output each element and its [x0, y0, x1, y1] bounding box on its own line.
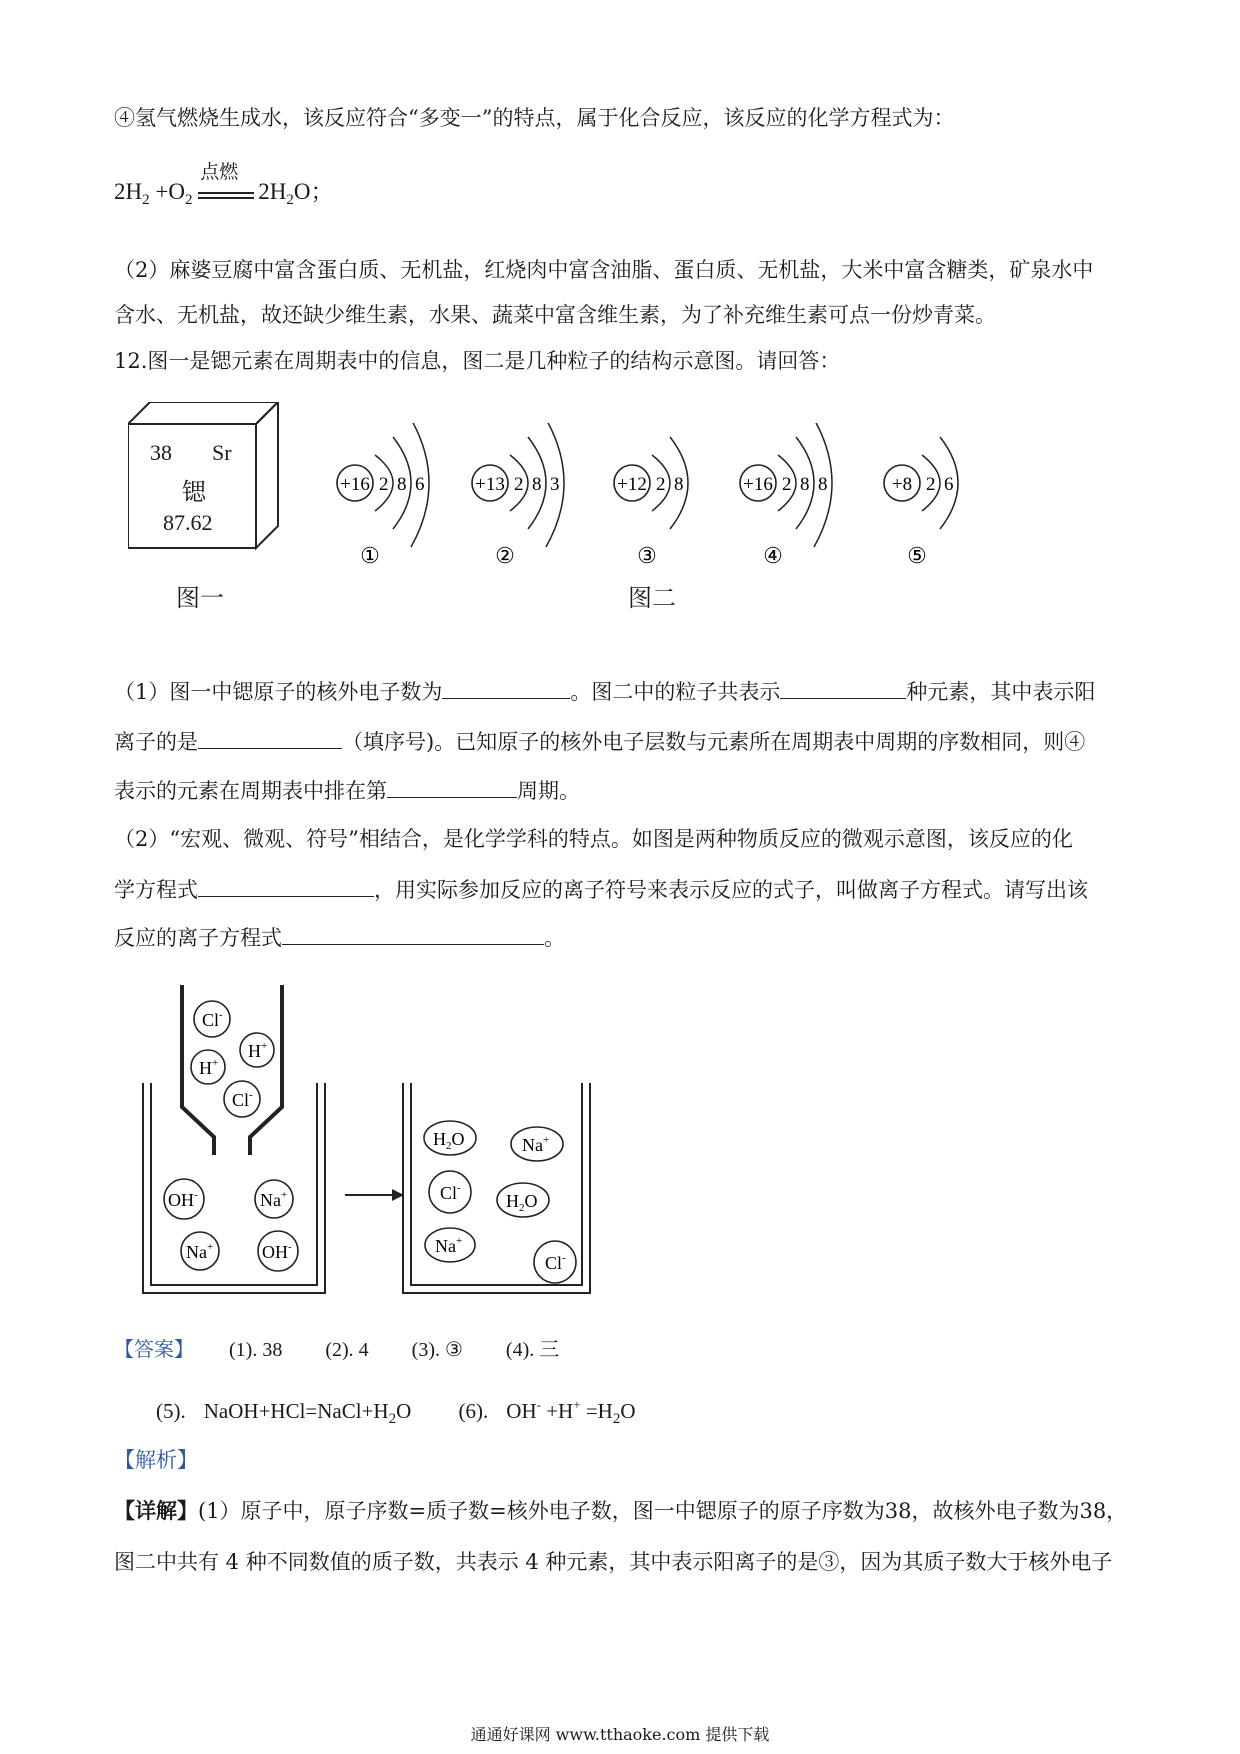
electron-count: 2	[379, 474, 389, 495]
answer-blank[interactable]	[442, 676, 570, 699]
svg-text:H+: H+	[199, 1057, 219, 1078]
ion	[194, 1001, 230, 1037]
ion	[425, 1228, 475, 1262]
electron-count: 6	[415, 474, 425, 495]
page-footer: 通通好课网 www.tthaoke.com 提供下载	[470, 1725, 770, 1744]
element-symbol: Sr	[212, 440, 232, 465]
svg-text:Cl-: Cl-	[440, 1182, 461, 1203]
ion	[255, 1180, 293, 1218]
nucleus-charge: +12	[617, 474, 647, 495]
particle-diagram	[325, 423, 455, 577]
electron-count: 2	[656, 474, 666, 495]
electron-count: 6	[944, 474, 954, 495]
text-line: ④氢气燃烧生成水，该反应符合“多变一”的特点，属于化合反应，该反应的化学方程式为：	[114, 106, 955, 130]
text-line: 含水、无机盐，故还缺少维生素，水果、蔬菜中富含维生素，为了补充维生素可点一份炒青菜。	[114, 303, 996, 327]
answer-blank[interactable]	[387, 775, 517, 798]
nucleus-charge: +16	[743, 474, 773, 495]
answer-blank[interactable]	[198, 726, 342, 749]
question-text: 反应的离子方程式 。	[114, 922, 565, 952]
svg-text:Na+: Na+	[435, 1235, 463, 1256]
answer-blank[interactable]	[198, 874, 374, 897]
element-number: 38	[150, 440, 172, 465]
ion	[424, 1121, 476, 1155]
electron-count: 8	[674, 474, 684, 495]
electron-count: 8	[818, 474, 828, 495]
electron-count: 2	[926, 474, 936, 495]
electron-count: 8	[397, 474, 407, 495]
text-line: （2）麻婆豆腐中富含蛋白质、无机盐，红烧肉中富含油脂、蛋白质、无机盐，大米中富含糖类，矿泉水中	[114, 258, 1094, 282]
ion	[497, 1183, 549, 1217]
nucleus-charge: +16	[340, 474, 370, 495]
question-text: 表示的元素在周期表中排在第 周期。	[114, 775, 580, 805]
answer-blank[interactable]	[780, 676, 906, 699]
svg-text:Cl-: Cl-	[545, 1252, 566, 1273]
particle-diagram	[728, 423, 858, 577]
svg-text:Na+: Na+	[186, 1241, 214, 1262]
ion	[191, 1050, 225, 1084]
particle-number: ⑤	[907, 543, 927, 568]
question-text: （1）图一中锶原子的核外电子数为 。图二中的粒子共表示 种元素，其中表示阳	[114, 676, 1095, 706]
particle-diagram	[460, 423, 590, 577]
analysis-text: 【详解】(1）原子中，原子序数=质子数=核外电子数，图一中锶原子的原子序数为38，故核外电子数为38，	[114, 1498, 1128, 1523]
ion	[164, 1179, 204, 1219]
answer-line: 【答案】 (1). 38 (2). 4 (3). ③ (4). 三	[114, 1337, 560, 1361]
ion	[240, 1033, 274, 1067]
question-text: 离子的是 （填序号)。已知原子的核外电子层数与元素所在周期表中周期的序数相同，则④	[114, 726, 1085, 756]
electron-count: 3	[550, 474, 560, 495]
ion	[511, 1127, 563, 1161]
figure-label: 图一	[176, 584, 224, 612]
particle-diagram	[602, 423, 732, 577]
nucleus-charge: +13	[475, 474, 505, 495]
svg-text:H+: H+	[248, 1040, 268, 1061]
answer-tag: 【答案】	[114, 1337, 194, 1361]
element-name: 锶	[182, 478, 206, 506]
element-mass: 87.62	[163, 510, 213, 535]
svg-text:Na+: Na+	[522, 1134, 550, 1155]
svg-text:OH-: OH-	[262, 1241, 292, 1262]
ion	[534, 1241, 576, 1283]
chemical-equation: $2H_2 +O_2$ 点燃 $2H_2O$；	[114, 160, 334, 208]
electron-count: 2	[782, 474, 792, 495]
svg-text:OH-: OH-	[168, 1189, 198, 1210]
ion	[258, 1231, 298, 1271]
figure-label: 图二	[628, 584, 676, 612]
reaction-diagram	[120, 985, 620, 1305]
reaction-condition: 点燃	[198, 184, 258, 204]
particle-number: ③	[637, 543, 657, 568]
question-text: 学方程式 ，用实际参加反应的离子符号来表示反应的式子，叫做离子方程式。请写出该	[114, 874, 1088, 904]
ion	[429, 1171, 471, 1213]
answer-blank[interactable]	[282, 922, 544, 945]
analysis-text: 图二中共有 4 种不同数值的质子数，共表示 4 种元素，其中表示阳离子的是③，因为其质子数大于核外电子	[114, 1550, 1113, 1574]
ion	[181, 1232, 219, 1270]
particle-number: ④	[763, 543, 783, 568]
question-stem: 12.图一是锶元素在周期表中的信息，图二是几种粒子的结构示意图。请回答：	[114, 349, 841, 373]
svg-text:Cl-: Cl-	[202, 1009, 223, 1030]
answer-line: (5). $NaOH+HCl=NaCl+H_2O$ (6). $OH^- +H^+ =H_2O$	[156, 1397, 636, 1427]
particle-number: ②	[495, 543, 515, 568]
svg-text:H2O: $H_2O$	[433, 1129, 465, 1152]
particle-number: ①	[360, 543, 380, 568]
particle-diagram	[872, 423, 1002, 577]
ion	[224, 1081, 260, 1117]
nucleus-charge: +8	[891, 474, 913, 495]
electron-count: 2	[514, 474, 524, 495]
analysis-tag: 【解析】	[114, 1448, 198, 1472]
question-text: （2）“宏观、微观、符号”相结合，是化学学科的特点。如图是两种物质反应的微观示意图，该反应的化	[114, 827, 1073, 851]
electron-count: 8	[800, 474, 810, 495]
svg-text:H2O: $H_2O$	[506, 1191, 538, 1214]
svg-text:Cl-: Cl-	[232, 1089, 253, 1110]
svg-text:Na+: Na+	[260, 1189, 288, 1210]
electron-count: 8	[532, 474, 542, 495]
